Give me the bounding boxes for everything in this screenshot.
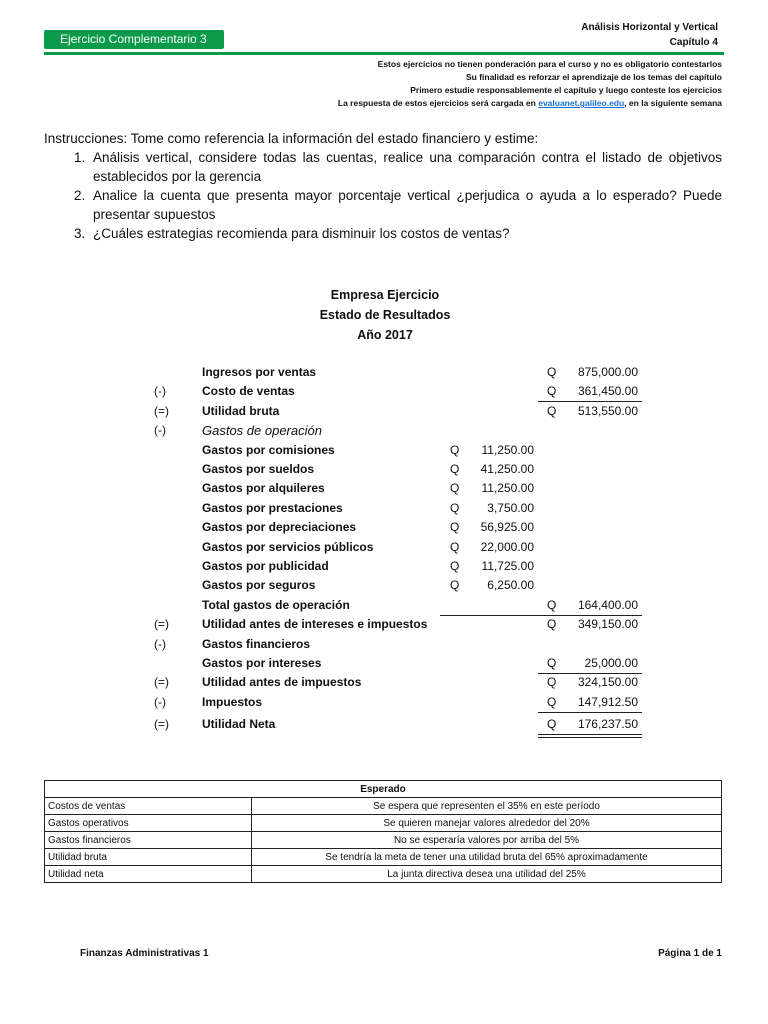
instruction-item: 3. ¿Cuáles estrategias recomienda para disminuir los costos de ventas? [89, 224, 722, 243]
currency-symbol: Q [547, 694, 557, 709]
row-label: Costo de ventas [202, 384, 295, 399]
row-subvalue: 11,725.00 [481, 559, 534, 573]
expected-text: No se esperaría valores por arriba del 5% [252, 832, 722, 849]
footer-course: Finanzas Administrativas 1 [80, 948, 209, 959]
row-label: Gastos por servicios públicos [202, 539, 374, 554]
table-row [45, 866, 722, 883]
expected-account: Utilidad bruta [45, 849, 252, 866]
row-sign: (=) [154, 675, 169, 690]
row-label: Gastos por alquileres [202, 481, 325, 496]
table-row [45, 798, 722, 815]
double-underline [538, 734, 642, 735]
instruction-item: 2. Analice la cuenta que presenta mayor porcentaje vertical ¿perjudica o ayuda a lo esperado? Puede presentar supuestos [89, 186, 722, 224]
statement-row [140, 365, 660, 384]
row-label: Gastos por prestaciones [202, 500, 343, 515]
row-label: Gastos por comisiones [202, 442, 335, 457]
statement-row [140, 501, 660, 520]
underline [538, 673, 642, 674]
row-value: 513,550.00 [577, 403, 638, 418]
row-value: 349,150.00 [577, 617, 638, 632]
row-label: Utilidad antes de impuestos [202, 675, 362, 690]
note-line-link [338, 98, 722, 108]
row-label: Impuestos [202, 694, 263, 709]
currency-symbol: Q [547, 403, 557, 418]
statement-row [140, 520, 660, 539]
underline [538, 401, 642, 402]
currency-symbol: Q [547, 675, 557, 690]
exercise-badge: Ejercicio Complementario 3 [44, 30, 224, 49]
expected-text: La junta directiva desea una utilidad del 25% [252, 866, 722, 883]
underline [538, 615, 642, 616]
expected-account: Gastos operativos [45, 815, 252, 832]
underline [538, 712, 642, 713]
currency-symbol: Q [450, 559, 460, 573]
row-label: Gastos de operación [202, 423, 322, 439]
note-line: Estos ejercicios no tienen ponderación para el curso y no es obligatorio contestarlos [377, 59, 722, 69]
row-sign: (=) [154, 617, 169, 632]
statement-year: Año 2017 [357, 328, 413, 342]
row-label: Gastos por sueldos [202, 462, 315, 476]
header-rule [44, 52, 724, 55]
row-value: 164,400.00 [577, 597, 638, 612]
double-underline [538, 737, 642, 738]
instructions-list [44, 148, 722, 243]
row-label: Utilidad bruta [202, 403, 280, 418]
instruction-item: 1. Análisis vertical, considere todas las cuentas, realice una comparación contra el listado de objetivos establecidos por la gerencia [89, 148, 722, 186]
statement-row [140, 423, 660, 442]
row-value: 176,237.50 [577, 717, 638, 732]
currency-symbol: Q [547, 617, 557, 632]
note-text: La respuesta de estos ejercicios será cargada en [337, 98, 539, 108]
row-value: 875,000.00 [577, 365, 638, 379]
currency-symbol: Q [450, 539, 460, 554]
expected-account: Gastos financieros [45, 832, 252, 849]
row-sign: (=) [154, 403, 169, 418]
note-line: Primero estudie responsablemente el capítulo y luego conteste los ejercicios [410, 85, 722, 95]
statement-row [140, 462, 660, 481]
currency-symbol: Q [450, 520, 460, 535]
row-label: Utilidad antes de intereses e impuestos [202, 617, 428, 632]
row-label: Ingresos por ventas [202, 365, 317, 379]
row-value: 361,450.00 [577, 384, 638, 399]
statement-row [140, 481, 660, 500]
currency-symbol: Q [450, 481, 460, 496]
row-value: 147,912.50 [577, 694, 638, 709]
statement-row [140, 617, 660, 636]
statement-row [140, 540, 660, 559]
row-label: Utilidad Neta [202, 717, 276, 732]
row-subvalue: 41,250.00 [480, 462, 534, 476]
currency-symbol: Q [547, 384, 557, 399]
currency-symbol: Q [547, 717, 557, 732]
row-label: Gastos por depreciaciones [202, 520, 357, 535]
row-label: Gastos por intereses [202, 656, 322, 670]
currency-symbol: Q [450, 500, 460, 515]
statement-row [140, 578, 660, 597]
row-value: 25,000.00 [584, 656, 638, 670]
expected-text: Se tendría la meta de tener una utilidad bruta del 65% aproximadamente [252, 849, 722, 866]
expected-text: Se quieren manejar valores alrededor del 20% [252, 815, 722, 832]
expected-table [44, 780, 722, 883]
company-name: Empresa Ejercicio [330, 288, 440, 302]
currency-symbol: Q [547, 365, 557, 379]
expected-account: Utilidad neta [45, 866, 252, 883]
row-label: Total gastos de operación [202, 597, 350, 612]
note-text: , en la siguiente semana [624, 98, 722, 108]
instructions-intro: Instrucciones: Tome como referencia la información del estado financiero y estime: [44, 131, 539, 146]
currency-symbol: Q [547, 597, 557, 612]
statement-row [140, 637, 660, 656]
expected-table-title: Esperado [45, 781, 722, 798]
currency-symbol: Q [450, 442, 460, 457]
row-sign: (-) [154, 423, 166, 438]
row-sign: (-) [154, 694, 166, 709]
row-label: Gastos por publicidad [202, 559, 329, 573]
row-subvalue: 11,250.00 [481, 442, 534, 457]
row-sign: (-) [154, 384, 166, 399]
row-sign: (-) [154, 636, 166, 651]
statement-row [140, 675, 660, 694]
expected-text: Se espera que representen el 35% en este período [252, 798, 722, 815]
statement-name: Estado de Resultados [319, 308, 451, 322]
footer-page: Página 1 de 1 [658, 948, 722, 959]
underline [440, 615, 540, 616]
row-label: Gastos financieros [202, 636, 311, 651]
currency-symbol: Q [450, 462, 460, 476]
document-title: Análisis Horizontal y Vertical [581, 22, 718, 33]
row-subvalue: 6,250.00 [487, 578, 534, 593]
row-sign: (=) [154, 717, 169, 732]
row-label: Gastos por seguros [202, 578, 316, 593]
row-subvalue: 22,000.00 [480, 539, 534, 554]
row-subvalue: 3,750.00 [487, 500, 534, 515]
statement-row [140, 443, 660, 462]
table-row [45, 815, 722, 832]
row-value: 324,150.00 [577, 675, 638, 690]
row-subvalue: 11,250.00 [481, 481, 534, 496]
currency-symbol: Q [547, 656, 557, 670]
currency-symbol: Q [450, 578, 460, 593]
table-row [45, 849, 722, 866]
chapter-label: Capítulo 4 [669, 37, 718, 48]
statement-row [140, 559, 660, 578]
statement-row [140, 404, 660, 423]
expected-account: Costos de ventas [45, 798, 252, 815]
evaluanet-link[interactable]: evaluanet.galileo.edu [538, 98, 625, 108]
note-line: Su finalidad es reforzar el aprendizaje de los temas del capítulo [465, 72, 722, 82]
table-row [45, 832, 722, 849]
row-subvalue: 56,925.00 [480, 520, 534, 535]
instructions [44, 129, 722, 243]
